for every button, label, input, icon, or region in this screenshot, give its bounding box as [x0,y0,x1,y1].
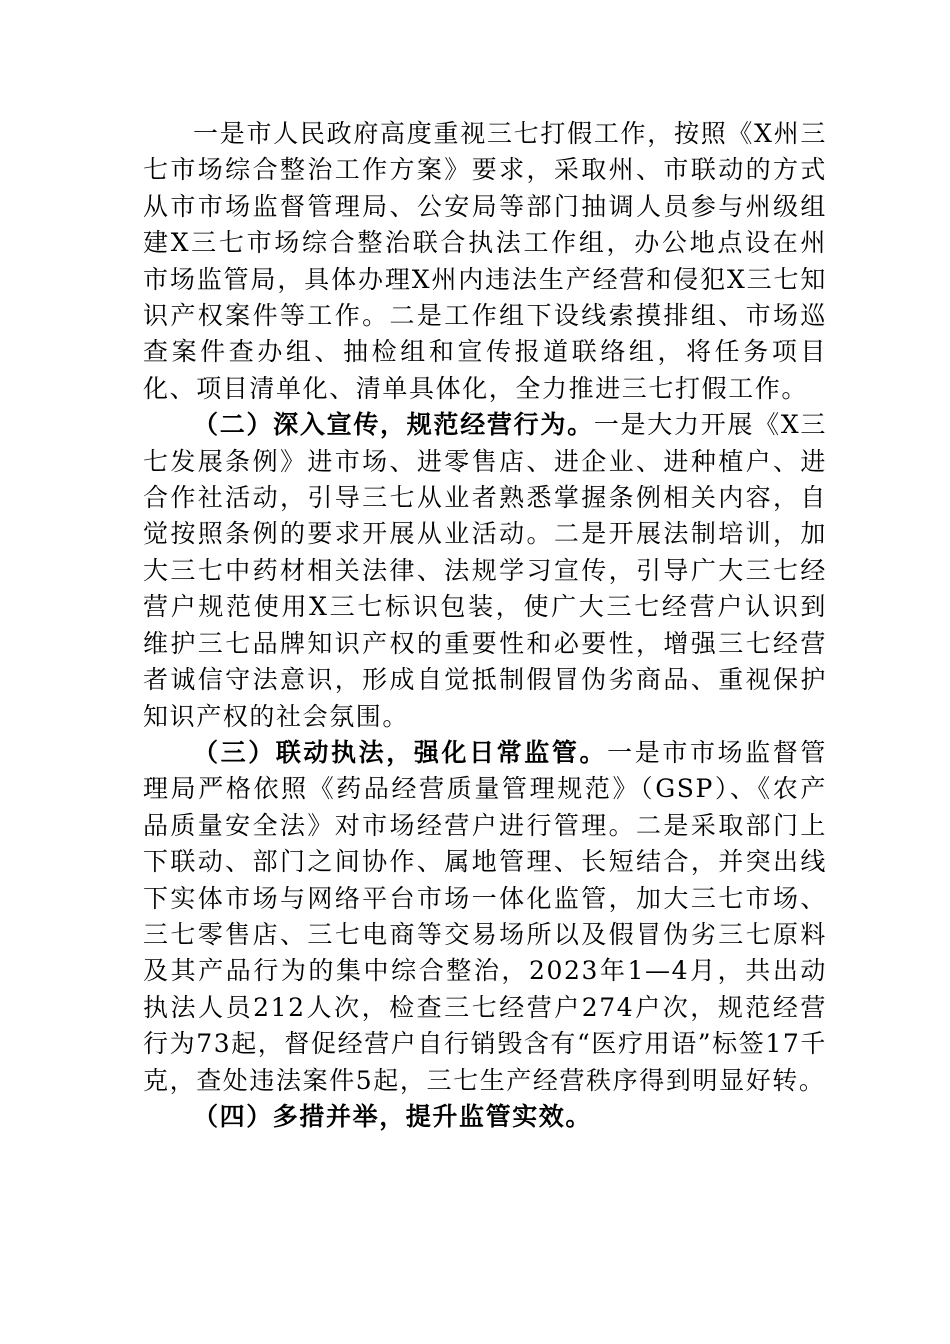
document-page [143,116,827,1135]
paragraph-2-body: 一是大力开展《X三七发展条例》进市场、进零售店、进企业、进种植户、进合作社活动，引导三七从业者熟悉掌握条例相关内容，自觉按照条例的要求开展从业活动。二是开展法制培训，加大三七中药材相关法律、法规学习宣传，引导广大三七经营户规范使用X三七标识包装，使广大三七经营户认识到维护三七品牌知识产权的重要性和必要性，增强三七经营者诚信守法意识，形成自觉抵制假冒伪劣商品、重视保护知识产权的社会氛围。 [143,410,827,731]
section-heading-4: （四）多措并举，提升监管实效。 [193,1101,593,1131]
paragraph-3 [143,735,827,1099]
paragraph-1 [143,116,827,407]
section-heading-3: （三）联动执法，强化日常监管。 [193,737,608,767]
paragraph-2 [143,407,827,735]
paragraph-4 [143,1099,827,1135]
paragraph-1-body: 一是市人民政府高度重视三七打假工作，按照《X州三七市场综合整治工作方案》要求，采取州、市联动的方式从市市场监督管理局、公安局等部门抽调人员参与州级组建X三七市场综合整治联合执法工作组，办公地点设在州市场监管局，具体办理X州内违法生产经营和侵犯X三七知识产权案件等工作。二是工作组下设线索摸排组、市场巡查案件查办组、抽检组和宣传报道联络组，将任务项目化、项目清单化、清单具体化，全力推进三七打假工作。 [143,119,827,403]
section-heading-2: （二）深入宣传，规范经营行为。 [193,410,594,440]
paragraph-3-body: 一是市市场监督管理局严格依照《药品经营质量管理规范》（GSP）、《农产品质量安全法》对市场经营户进行管理。二是采取部门上下联动、部门之间协作、属地管理、长短结合，并突出线下实体市场与网络平台市场一体化监管，加大三七市场、三七零售店、三七电商等交易场所以及假冒伪劣三七原料及其产品行为的集中综合整治，2023年1—4月，共出动执法人员212人次，检查三七经营户274户次，规范经营行为73起，督促经营户自行销毁含有“医疗用语”标签17千克，查处违法案件5起，三七生产经营秩序得到明显好转。 [143,737,827,1095]
